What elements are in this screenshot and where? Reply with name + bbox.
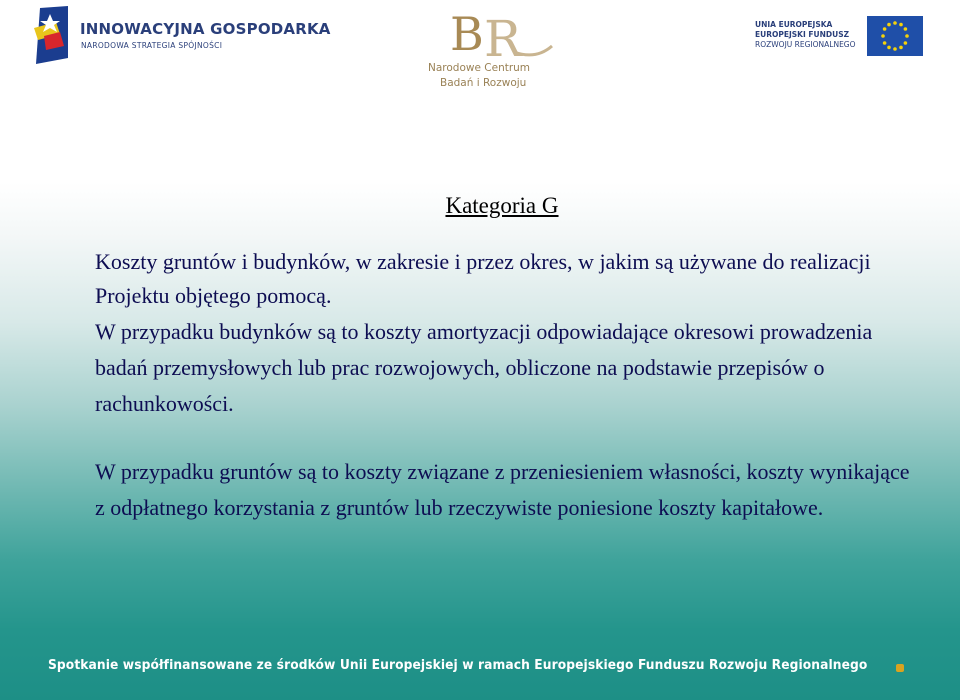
- ncbr-monogram-icon: [444, 6, 554, 62]
- eu-logo: [755, 16, 930, 60]
- paragraph-3: W przypadku gruntów są to koszty związane z przeniesieniem własności, koszty wynikające z odpłatnego korzystania z gruntów lub rzeczywiste poniesione koszty kapitałowe.: [95, 459, 910, 520]
- eu-line1: UNIA EUROPEJSKA: [755, 20, 833, 29]
- innowacyjna-title: INNOWACYJNA GOSPODARKA: [80, 20, 331, 38]
- innowacyjna-gospodarka-logo: [30, 6, 331, 64]
- slide-heading: Kategoria G: [445, 193, 559, 218]
- eu-line2: EUROPEJSKI FUNDUSZ: [755, 30, 850, 39]
- footer-text: Spotkanie współfinansowane ze środków Unii Europejskiej w ramach Europejskiego Funduszu Rozwoju Regionalnego: [48, 658, 868, 673]
- ncbr-logo: [420, 6, 570, 94]
- slide-marker-icon: [896, 664, 904, 672]
- eu-flag-icon: [867, 16, 923, 56]
- paragraph-2: W przypadku budynków są to koszty amortyzacji odpowiadające okresowi prowadzenia badań przemysłowych lub prac rozwojowych, obliczone na podstawie przepisów o rachunkowości.: [95, 319, 873, 416]
- innowacyjna-star-logo-icon: [30, 6, 74, 64]
- ncbr-name-line2: Badań i Rozwoju: [440, 77, 527, 89]
- innowacyjna-subtitle: NARODOWA STRATEGIA SPÓJNOŚCI: [81, 41, 223, 50]
- ncbr-name-line1: Narodowe Centrum: [428, 62, 531, 74]
- paragraph-1: Koszty gruntów i budynków, w zakresie i przez okres, w jakim są używane do realizacji Projektu objętego pomocą.: [95, 249, 871, 308]
- eu-text-block: [755, 20, 856, 50]
- eu-line3: ROZWOJU REGIONALNEGO: [755, 40, 856, 49]
- svg-text:B: B: [450, 7, 484, 61]
- svg-text:R: R: [484, 10, 522, 62]
